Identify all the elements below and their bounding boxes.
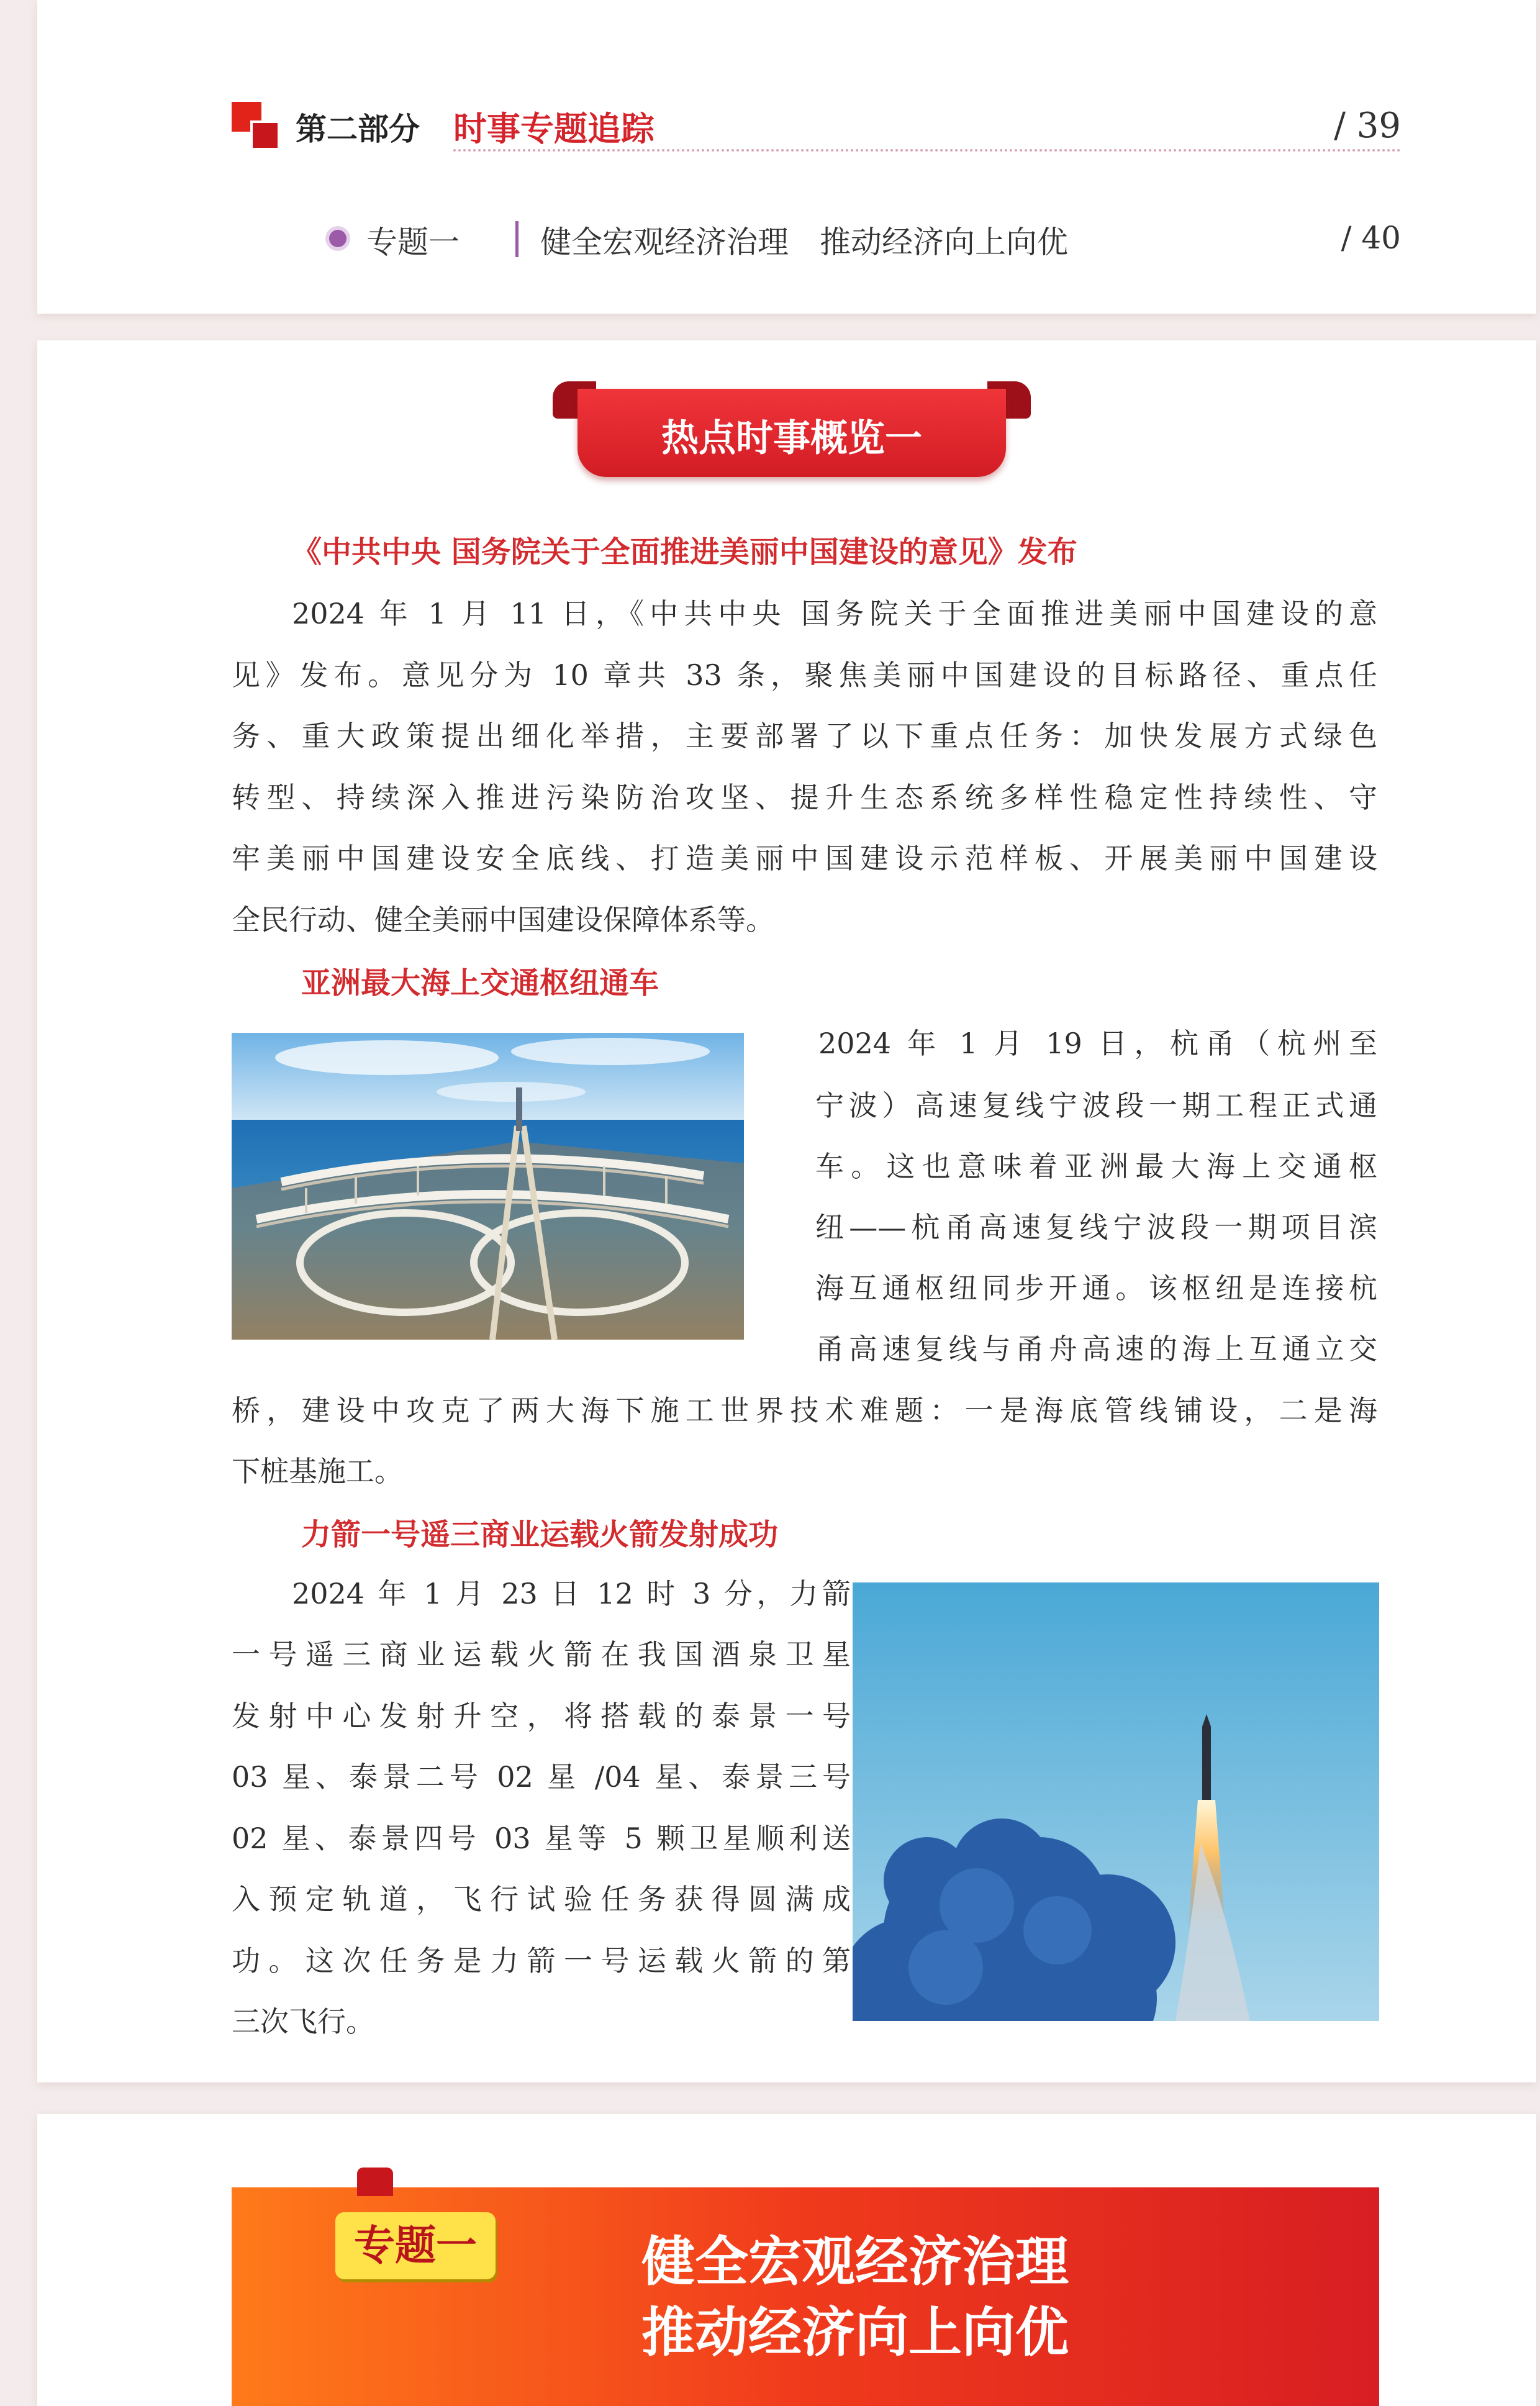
topic-label: 专题一 [354,2222,477,2269]
article-heading: 亚洲最大海上交通枢纽通车 [301,966,659,1001]
article-line: 2024 年 1 月 11 日，《中共中央 国务院关于全面推进美丽中国建设的意 [292,597,1377,630]
topic-card [37,2114,1536,2406]
article-line: 功。这次任务是力箭一号运载火箭的第 [232,1944,851,1977]
article-line: 海互通枢纽同步开通。该枢纽是连接杭 [815,1271,1377,1305]
toc-sub-label[interactable]: 专题一 [366,224,460,260]
article-line: 03 星、泰景二号 02 星 /04 星、泰景三号 [232,1760,851,1794]
article-line: 三次飞行。 [232,2005,374,2038]
article-line: 下桩基施工。 [232,1455,403,1488]
toc-dot-leader [453,149,1401,152]
article-line: 甬高速复线与甬舟高速的海上互通立交 [815,1332,1377,1366]
toc-sub-page[interactable]: / 40 [1341,220,1401,256]
toc-part-page[interactable]: / 39 [1334,106,1401,146]
topic-title-line1: 健全宏观经济治理 [641,2231,1069,2293]
article-line: 2024 年 1 月 19 日，杭甬（杭州至 [818,1027,1377,1060]
topic-label-badge [335,2212,496,2279]
article-line: 发射中心发射升空，将搭载的泰景一号 [232,1699,851,1733]
article-line: 一号遥三商业运载火箭在我国酒泉卫星 [232,1638,851,1671]
article-line: 宁波）高速复线宁波段一期工程正式通 [815,1089,1377,1122]
flag-icon [357,2168,393,2196]
bridge-photo [232,1033,744,1340]
toc-separator [515,221,519,257]
article-line: 2024 年 1 月 23 日 12 时 3 分，力箭 [292,1577,851,1610]
article-line: 车。这也意味着亚洲最大海上交通枢 [815,1150,1377,1183]
article-heading: 力箭一号遥三商业运载火箭发射成功 [301,1517,779,1552]
toc-sub-title[interactable]: 健全宏观经济治理 推动经济向上向优 [540,224,1068,260]
article-line: 桥，建设中攻克了两大海下施工世界技术难题：一是海底管线铺设，二是海 [232,1394,1377,1427]
toc-part-label[interactable]: 第二部分 [296,111,420,147]
news-card [37,340,1536,2082]
toc-part-title[interactable]: 时事专题追踪 [453,109,654,148]
article-line: 转型、持续深入推进污染防治攻坚、提升生态系统多样性稳定性持续性、守 [232,781,1377,814]
article-line: 见》发布。意见分为 10 章共 33 条，聚焦美丽中国建设的目标路径、重点任 [232,658,1377,692]
article-line: 纽——杭甬高速复线宁波段一期项目滨 [815,1210,1377,1244]
article-line: 02 星、泰景四号 03 星等 5 颗卫星顺利送 [232,1822,851,1855]
topic-title-line2: 推动经济向上向优 [641,2302,1069,2364]
article-line: 牢美丽中国建设安全底线、打造美丽中国建设示范样板、开展美丽中国建设 [232,842,1377,875]
section-mark-icon [232,102,280,150]
section-banner [553,381,1031,481]
article-line: 全民行动、健全美丽中国建设保障体系等。 [232,903,774,937]
rocket-launch-photo [853,1582,1379,2021]
article-heading: 《中共中央 国务院关于全面推进美丽中国建设的意见》发布 [292,535,1077,570]
toc-card [37,0,1536,314]
bullet-icon [329,230,346,247]
banner-title: 热点时事概览一 [661,417,922,460]
article-line: 入预定轨道，飞行试验任务获得圆满成 [232,1882,851,1916]
article-line: 务、重大政策提出细化举措，主要部署了以下重点任务：加快发展方式绿色 [232,719,1377,753]
